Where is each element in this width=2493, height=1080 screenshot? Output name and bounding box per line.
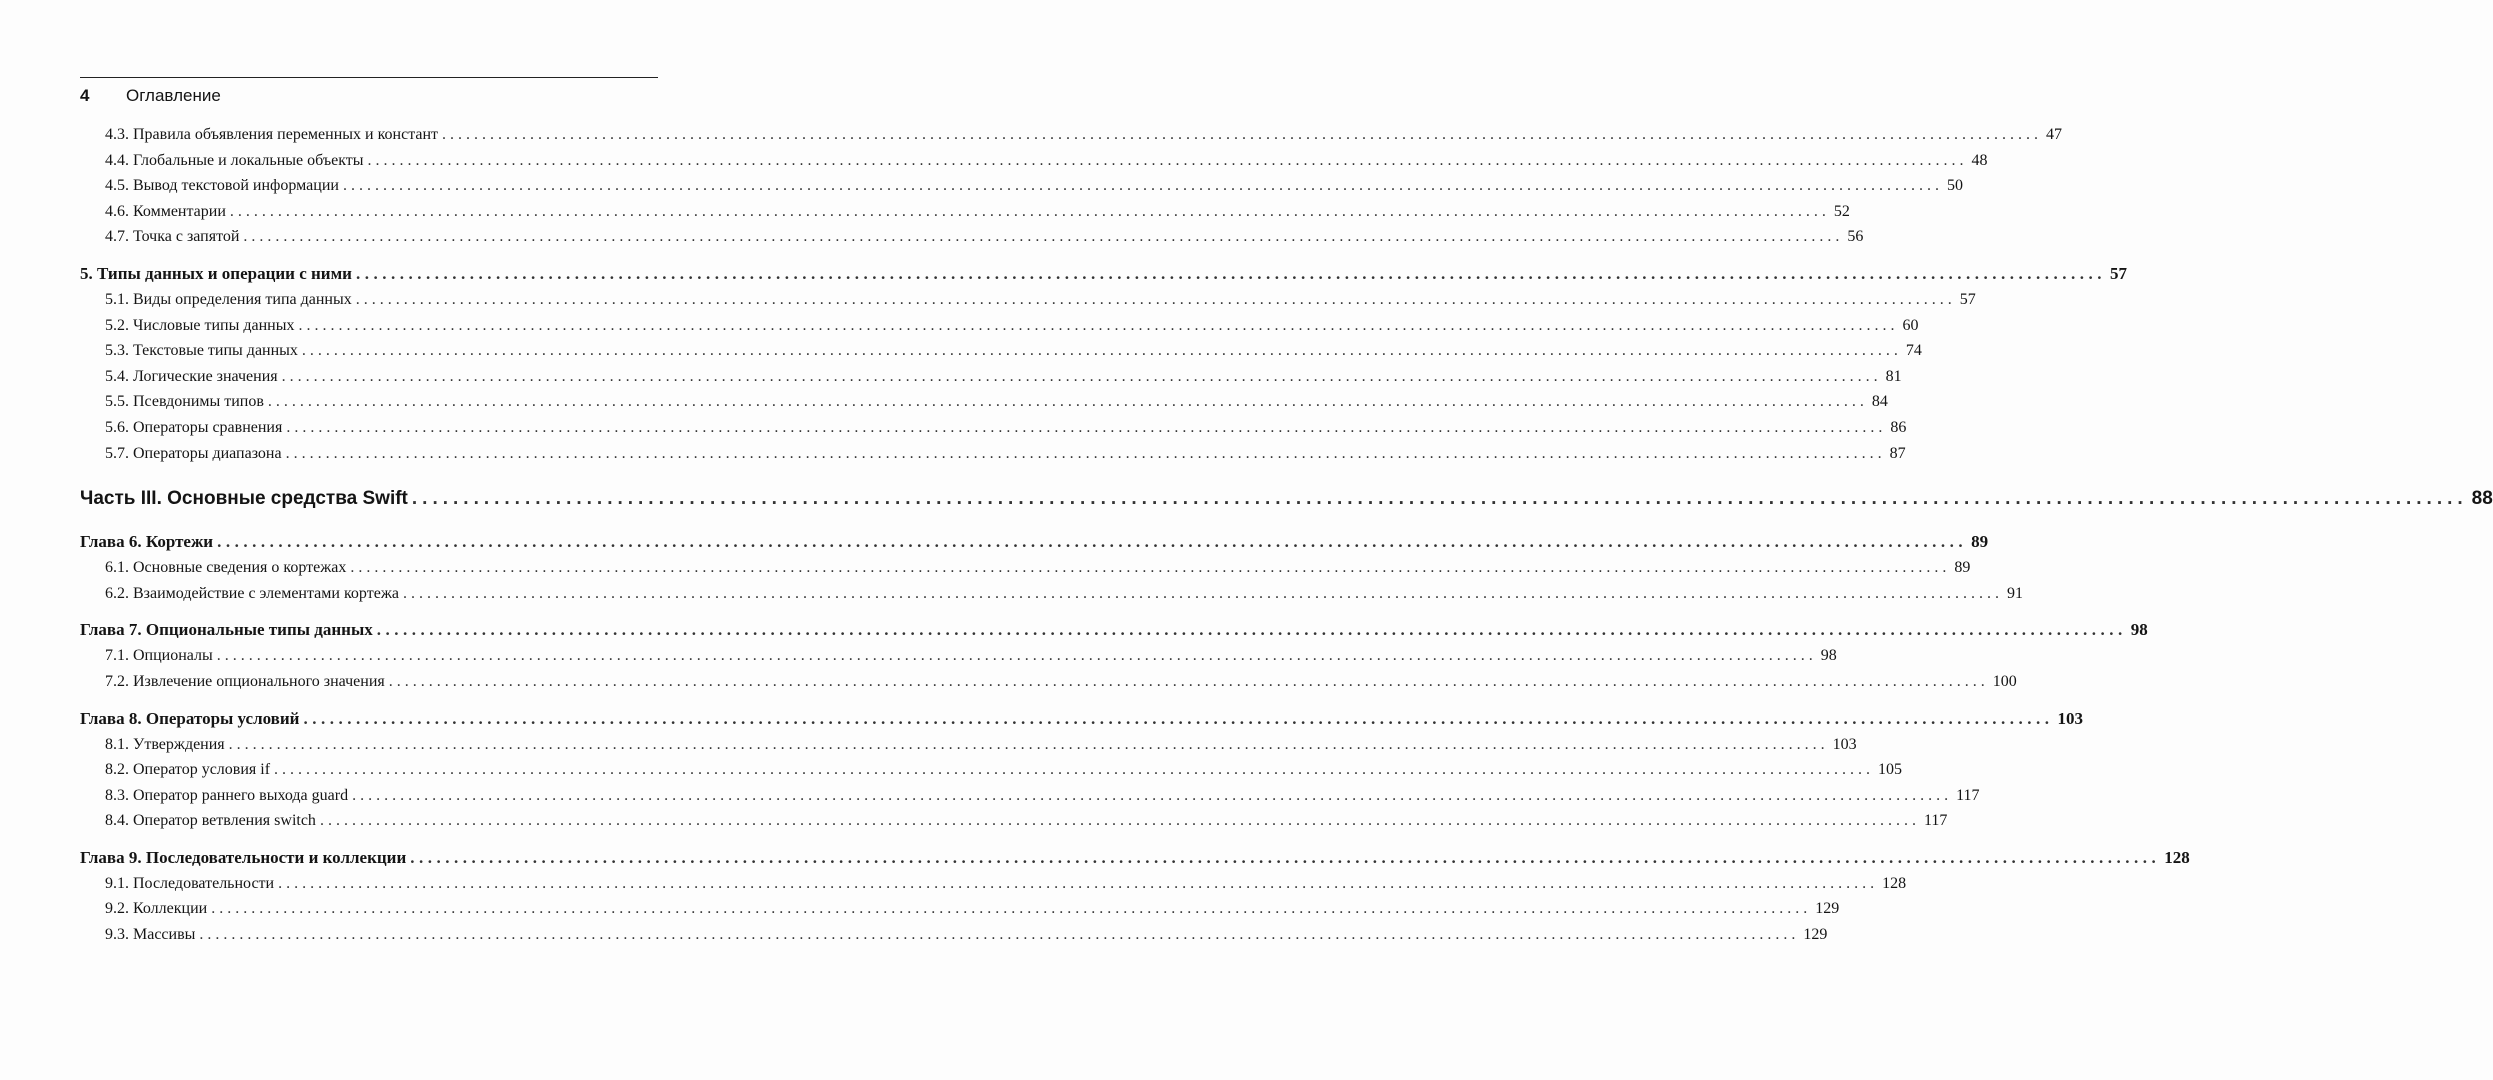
leader-dots: ........................................................................................................................................................................................................ — [376, 620, 2127, 640]
toc-entry-title: 5.2. Числовые типы данных — [105, 316, 295, 334]
toc-entry-title: 5.7. Операторы диапазона — [105, 444, 282, 462]
toc-entry-page: 89 — [1954, 559, 1971, 577]
leader-dots: ........................................................................................................................................................................................................ — [217, 532, 1968, 552]
leader-dots: ........................................................................................................................................................................................................ — [367, 151, 1968, 169]
toc-entry-page: 84 — [1871, 393, 1888, 411]
toc-entry[interactable] — [80, 735, 1857, 762]
toc-entry-page: 98 — [1820, 647, 1837, 665]
toc-chapter-7[interactable] — [80, 620, 2148, 647]
toc-entry[interactable] — [80, 126, 2063, 152]
leader-dots: ........................................................................................................................................................................................................ — [274, 761, 1875, 779]
leader-dots: ........................................................................................................................................................................................................ — [342, 177, 1943, 195]
toc-entry[interactable] — [80, 761, 1903, 787]
toc-entry-title: 7.1. Опционалы — [105, 647, 213, 665]
leader-dots: ........................................................................................................................................................................................................ — [298, 316, 1899, 334]
toc-chapter-title: Глава 7. Опциональные типы данных — [80, 620, 373, 640]
toc-part-page: 88 — [2471, 488, 2493, 510]
toc-chapter-page: 128 — [2164, 847, 2190, 867]
leader-dots: ........................................................................................................................................................................................................ — [281, 367, 1882, 385]
leader-dots: ........................................................................................................................................................................................................ — [319, 812, 1920, 830]
toc-chapter-6[interactable] — [80, 532, 1989, 559]
toc-entry-title: 8.1. Утверждения — [105, 735, 225, 753]
toc-chapter-8[interactable] — [80, 708, 2083, 736]
page-title: Оглавление — [126, 86, 221, 105]
leader-dots: ........................................................................................................................................................................................................ — [352, 786, 1953, 804]
toc-entry[interactable] — [80, 900, 1840, 926]
toc-chapter-title: Глава 9. Последовательности и коллекции — [80, 847, 407, 867]
toc-entry[interactable] — [80, 672, 2017, 699]
toc-entry[interactable] — [80, 786, 1980, 813]
leader-dots: ........................................................................................................................................................................................................ — [243, 228, 1844, 246]
leader-dots: ........................................................................................................................................................................................................ — [442, 126, 2043, 143]
toc-entry-title: 4.5. Вывод текстовой информации — [105, 177, 339, 195]
toc-entry-page: 87 — [1889, 444, 1906, 462]
toc-entry-page: 103 — [1832, 735, 1857, 753]
toc-part-title: Часть III. Основные средства Swift — [80, 488, 408, 510]
toc-chapter-page: 57 — [2109, 263, 2127, 283]
toc-entry[interactable] — [80, 559, 1971, 585]
toc-entry-title: 8.3. Оператор раннего выхода guard — [105, 786, 349, 804]
toc-entry-page: 52 — [1833, 202, 1850, 220]
toc-chapter-9[interactable] — [80, 847, 2190, 875]
toc-entry[interactable] — [80, 393, 1888, 419]
toc-entry-page: 117 — [1923, 812, 1948, 830]
toc-entry-page: 57 — [1959, 290, 1976, 308]
toc-entry-title: 4.6. Комментарии — [105, 202, 226, 220]
page-header — [80, 86, 658, 106]
leader-dots: ........................................................................................................................................................................................................ — [216, 647, 1817, 665]
header-divider — [80, 77, 658, 78]
toc-chapter-title: 5. Типы данных и операции с ними — [80, 263, 352, 283]
toc-entry[interactable] — [80, 290, 1976, 317]
toc-entry[interactable] — [80, 418, 1907, 445]
toc-entry-page: 60 — [1902, 316, 1919, 334]
toc-chapter-page: 89 — [1971, 532, 1989, 552]
toc-entry-page: 81 — [1885, 367, 1902, 385]
toc-entry-title: 6.1. Основные сведения о кортежах — [105, 559, 347, 577]
toc-chapter-title: Глава 8. Операторы условий — [80, 708, 300, 728]
leader-dots: ........................................................................................................................................................................................................ — [228, 735, 1829, 753]
toc-entry-title: 5.3. Текстовые типы данных — [105, 342, 298, 360]
toc-chapter-page: 103 — [2057, 708, 2083, 728]
leader-dots: ........................................................................................................................................................................................................ — [286, 418, 1887, 436]
toc-entry-title: 4.7. Точка с запятой — [105, 228, 240, 246]
toc-entry-page: 56 — [1847, 228, 1864, 246]
toc-entry-title: 4.3. Правила объявления переменных и констант — [105, 126, 439, 143]
toc-entry-page: 128 — [1882, 874, 1907, 892]
toc-entry-page: 105 — [1878, 761, 1903, 779]
toc-part-3[interactable] — [80, 488, 2493, 522]
leader-dots: ........................................................................................................................................................................................................ — [229, 202, 1830, 220]
toc-entry-title: 5.5. Псевдонимы типов — [105, 393, 264, 411]
toc-entry-title: 5.6. Операторы сравнения — [105, 418, 283, 436]
toc-chapter-5[interactable] — [80, 263, 2127, 291]
toc-entry[interactable] — [80, 647, 1837, 673]
toc-chapter-title: Глава 6. Кортежи — [80, 532, 214, 552]
toc-entry-page: 50 — [1946, 177, 1963, 195]
leader-dots: ........................................................................................................................................................................................................ — [355, 290, 1956, 308]
toc-chapter-page: 98 — [2130, 620, 2148, 640]
toc-entry[interactable] — [80, 926, 1828, 952]
toc-entry-page: 100 — [1992, 672, 2017, 690]
leader-dots: ........................................................................................................................................................................................................ — [355, 263, 2106, 283]
leader-dots: ........................................................................................................................................................................................................ — [199, 926, 1800, 944]
leader-dots: ........................................................................................................................................................................................................ — [388, 672, 1989, 690]
toc-entry-page: 91 — [2006, 584, 2023, 602]
table-of-contents — [80, 126, 2493, 952]
toc-entry-page: 47 — [2046, 126, 2063, 143]
leader-dots: ........................................................................................................................................................................................................ — [301, 342, 1902, 360]
page-number: 4 — [80, 86, 90, 105]
leader-dots: ........................................................................................................................................................................................................ — [411, 488, 2468, 510]
toc-entry[interactable] — [80, 228, 1864, 254]
leader-dots: ........................................................................................................................................................................................................ — [303, 708, 2054, 728]
toc-entry[interactable] — [80, 812, 1948, 838]
toc-entry[interactable] — [80, 177, 1963, 203]
toc-entry-title: 9.2. Коллекции — [105, 900, 208, 918]
toc-entry-title: 6.2. Взаимодействие с элементами кортежа — [105, 584, 399, 602]
toc-entry[interactable] — [80, 444, 1906, 471]
toc-entry-page: 129 — [1815, 900, 1840, 918]
toc-entry[interactable] — [80, 584, 2023, 611]
toc-entry[interactable] — [80, 316, 1919, 343]
toc-entry-title: 9.3. Массивы — [105, 926, 196, 944]
leader-dots: ........................................................................................................................................................................................................ — [211, 900, 1812, 918]
leader-dots: ........................................................................................................................................................................................................ — [350, 559, 1951, 577]
toc-entry-title: 7.2. Извлечение опционального значения — [105, 672, 385, 690]
toc-entry-page: 48 — [1971, 151, 1988, 169]
leader-dots: ........................................................................................................................................................................................................ — [410, 847, 2161, 867]
toc-entry-page: 117 — [1956, 786, 1980, 804]
toc-entry-title: 9.1. Последовательности — [105, 874, 275, 892]
toc-entry[interactable] — [80, 342, 1922, 368]
toc-entry-title: 5.4. Логические значения — [105, 367, 278, 385]
leader-dots: ........................................................................................................................................................................................................ — [278, 874, 1879, 892]
toc-entry[interactable] — [80, 202, 1850, 229]
toc-entry-page: 74 — [1905, 342, 1922, 360]
toc-entry-page: 129 — [1803, 926, 1828, 944]
toc-entry-page: 86 — [1890, 418, 1907, 436]
toc-entry[interactable] — [80, 874, 1907, 901]
toc-entry[interactable] — [80, 367, 1902, 394]
toc-entry-title: 8.4. Оператор ветвления switch — [105, 812, 316, 830]
leader-dots: ........................................................................................................................................................................................................ — [267, 393, 1868, 411]
toc-entry-title: 5.1. Виды определения типа данных — [105, 290, 352, 308]
toc-entry-title: 8.2. Оператор условия if — [105, 761, 271, 779]
toc-entry[interactable] — [80, 151, 1988, 178]
leader-dots: ........................................................................................................................................................................................................ — [402, 584, 2003, 602]
leader-dots: ........................................................................................................................................................................................................ — [285, 444, 1886, 462]
toc-entry-title: 4.4. Глобальные и локальные объекты — [105, 151, 364, 169]
